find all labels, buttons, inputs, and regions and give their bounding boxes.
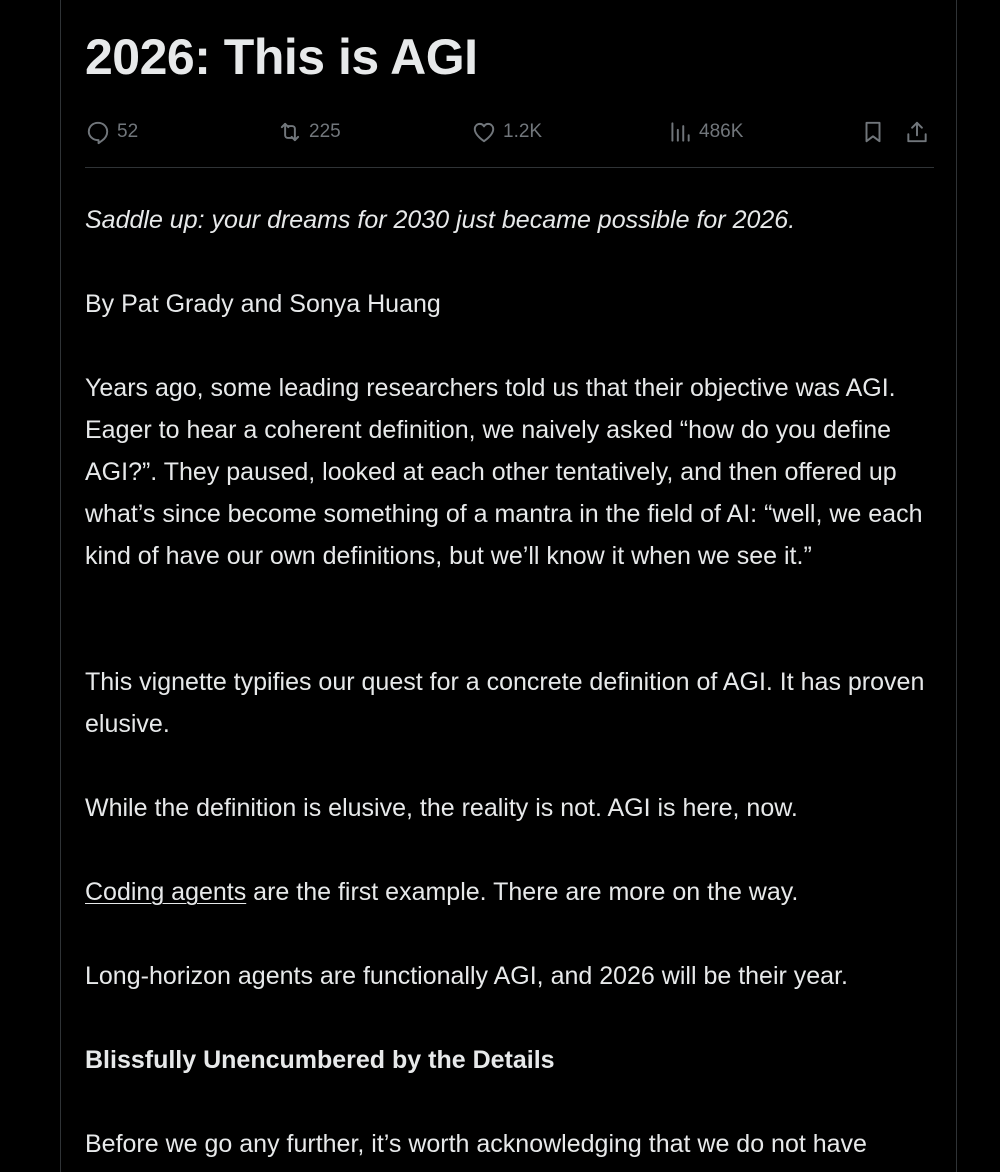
paragraph-5: Long-horizon agents are functionally AGI, and 2026 will be their year. bbox=[85, 962, 848, 990]
views-button[interactable] bbox=[667, 112, 743, 152]
reply-count: 52 bbox=[117, 121, 139, 142]
like-count: 1.2K bbox=[503, 121, 543, 142]
article-byline: By Pat Grady and Sonya Huang bbox=[85, 290, 441, 318]
article-title: 2026: This is AGI bbox=[85, 29, 478, 85]
engagement-bar bbox=[85, 112, 934, 152]
repost-icon bbox=[277, 119, 303, 145]
bookmark-icon bbox=[860, 119, 886, 145]
views-count: 486K bbox=[699, 121, 744, 142]
reply-icon bbox=[85, 119, 111, 145]
section-heading: Blissfully Unencumbered by the Details bbox=[85, 1046, 555, 1074]
paragraph-4-text: are the first example. There are more on the way. bbox=[246, 878, 799, 906]
article-subtitle: Saddle up: your dreams for 2030 just became possible for 2026. bbox=[85, 206, 796, 234]
repost-count: 225 bbox=[309, 121, 341, 142]
article-column bbox=[60, 0, 957, 1172]
bookmark-button[interactable] bbox=[860, 112, 886, 152]
paragraph-1: Years ago, some leading researchers told us that their objective was AGI. Eager to hear a coherent definition, we naively asked “how do you define AGI?”. They paused, looked at each other tentatively, and then offered up what’s since become something of a mantra in the field of AI: “well, we each kind of have our own definitions, but we’ll know it when we see it.” bbox=[85, 374, 923, 570]
paragraph-6: Before we go any further, it’s worth acknowledging that we do not have bbox=[85, 1130, 867, 1158]
paragraph-3: While the definition is elusive, the reality is not. AGI is here, now. bbox=[85, 794, 798, 822]
reply-button[interactable] bbox=[85, 112, 138, 152]
coding-agents-link[interactable]: Coding agents bbox=[85, 878, 247, 906]
paragraph-2: This vignette typifies our quest for a concrete definition of AGI. It has proven elusive. bbox=[85, 668, 925, 738]
like-button[interactable] bbox=[471, 112, 542, 152]
heart-icon bbox=[471, 119, 497, 145]
views-icon bbox=[667, 119, 693, 145]
divider bbox=[85, 167, 934, 168]
share-icon bbox=[904, 119, 930, 145]
paragraph-4 bbox=[85, 871, 934, 913]
repost-button[interactable] bbox=[277, 112, 341, 152]
share-button[interactable] bbox=[904, 112, 930, 152]
